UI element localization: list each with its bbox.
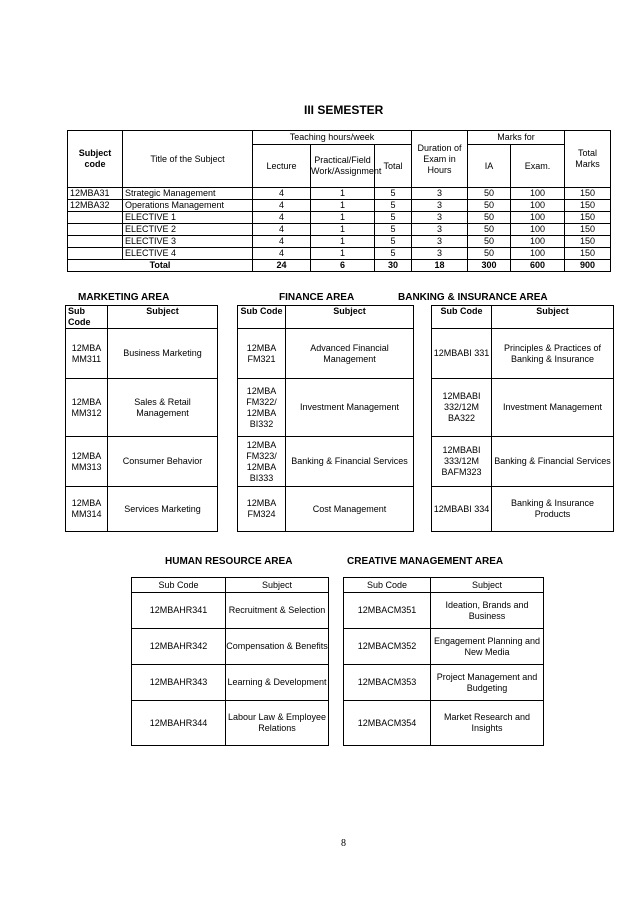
row-exam: 100 [511, 188, 565, 200]
table-row [68, 188, 611, 200]
cm-subject: Ideation, Brands and Business [431, 593, 544, 629]
row-code: 12MBA31 [68, 188, 123, 200]
table-row [344, 665, 544, 701]
cm-header-code: Sub Code [344, 578, 431, 593]
semester-title: III SEMESTER [304, 103, 384, 117]
hr-area-title: HUMAN RESOURCE AREA [165, 556, 293, 567]
mkt-code: 12MBA MM314 [66, 487, 108, 532]
total-exam: 600 [511, 260, 565, 272]
header-title: Title of the Subject [123, 131, 253, 188]
fin-header-subject: Subject [286, 306, 414, 329]
cm-code: 12MBACM354 [344, 701, 431, 746]
fin-subject: Advanced Financial Management [286, 329, 414, 379]
mkt-subject: Consumer Behavior [108, 437, 218, 487]
table-row [66, 379, 614, 437]
gap-cell [218, 487, 238, 532]
gap-cell [414, 487, 432, 532]
table-row [132, 629, 329, 665]
row-lecture: 4 [253, 236, 311, 248]
table-row [344, 701, 544, 746]
total-lecture: 24 [253, 260, 311, 272]
fin-code: 12MBA FM322/ 12MBA BI332 [238, 379, 286, 437]
mkt-code: 12MBA MM312 [66, 379, 108, 437]
row-ia: 50 [468, 248, 511, 260]
hr-code: 12MBAHR344 [132, 701, 226, 746]
mkt-code: 12MBA MM313 [66, 437, 108, 487]
table-row [132, 665, 329, 701]
header-duration: Duration of Exam in Hours [412, 131, 468, 188]
bnk-subject: Banking & Insurance Products [492, 487, 614, 532]
hr-subject: Labour Law & Employee Relations [226, 701, 329, 746]
row-ia: 50 [468, 200, 511, 212]
gap-cell [414, 329, 432, 379]
cm-area-table [343, 577, 544, 746]
row-total: 5 [375, 212, 412, 224]
mkt-subject: Sales & Retail Management [108, 379, 218, 437]
row-practical: 1 [311, 212, 375, 224]
table-row [66, 437, 614, 487]
row-duration: 3 [412, 200, 468, 212]
row-total: 5 [375, 236, 412, 248]
row-ia: 50 [468, 212, 511, 224]
row-total: 5 [375, 248, 412, 260]
gap-cell [218, 306, 238, 329]
bnk-header-subject: Subject [492, 306, 614, 329]
bnk-code: 12MBABI 331 [432, 329, 492, 379]
row-lecture: 4 [253, 248, 311, 260]
bnk-subject: Banking & Financial Services [492, 437, 614, 487]
row-total: 5 [375, 224, 412, 236]
elective-areas-table [65, 305, 614, 532]
gap-cell [218, 379, 238, 437]
cm-code: 12MBACM351 [344, 593, 431, 629]
fin-code: 12MBA FM321 [238, 329, 286, 379]
header-marks-for: Marks for [468, 131, 565, 145]
mkt-header-subject: Subject [108, 306, 218, 329]
gap-cell [414, 437, 432, 487]
fin-subject: Cost Management [286, 487, 414, 532]
row-practical: 1 [311, 188, 375, 200]
bnk-code: 12MBABI 332/12M BA322 [432, 379, 492, 437]
total-practical: 6 [311, 260, 375, 272]
table-row [66, 329, 614, 379]
hr-area-table [131, 577, 329, 746]
row-duration: 3 [412, 212, 468, 224]
row-practical: 1 [311, 224, 375, 236]
total-label: Total [68, 260, 253, 272]
row-title: ELECTIVE 3 [123, 236, 253, 248]
page-number: 8 [341, 838, 346, 849]
row-practical: 1 [311, 248, 375, 260]
gap-cell [218, 437, 238, 487]
cm-area-title: CREATIVE MANAGEMENT AREA [347, 556, 504, 567]
fin-header-code: Sub Code [238, 306, 286, 329]
row-lecture: 4 [253, 224, 311, 236]
mkt-subject: Services Marketing [108, 487, 218, 532]
cm-subject: Engagement Planning and New Media [431, 629, 544, 665]
header-total: Total [375, 145, 412, 188]
table-row [68, 200, 611, 212]
row-exam: 100 [511, 248, 565, 260]
bnk-code: 12MBABI 334 [432, 487, 492, 532]
fin-subject: Banking & Financial Services [286, 437, 414, 487]
table-row [132, 593, 329, 629]
gap-cell [414, 306, 432, 329]
total-ia: 300 [468, 260, 511, 272]
header-practical: Practical/Field Work/Assignment [311, 145, 375, 188]
row-ia: 50 [468, 236, 511, 248]
total-marks: 900 [565, 260, 611, 272]
table-row [68, 236, 611, 248]
bnk-subject: Investment Management [492, 379, 614, 437]
semester-table [67, 130, 611, 272]
row-lecture: 4 [253, 212, 311, 224]
row-marks: 150 [565, 212, 611, 224]
bnk-header-code: Sub Code [432, 306, 492, 329]
row-duration: 3 [412, 188, 468, 200]
header-teaching: Teaching hours/week [253, 131, 412, 145]
hr-code: 12MBAHR341 [132, 593, 226, 629]
row-title: Strategic Management [123, 188, 253, 200]
row-ia: 50 [468, 224, 511, 236]
finance-area-title: FINANCE AREA [279, 292, 355, 303]
row-duration: 3 [412, 224, 468, 236]
hr-subject: Recruitment & Selection [226, 593, 329, 629]
hr-code: 12MBAHR343 [132, 665, 226, 701]
fin-code: 12MBA FM323/ 12MBA BI333 [238, 437, 286, 487]
hr-header-subject: Subject [226, 578, 329, 593]
row-total: 5 [375, 200, 412, 212]
row-exam: 100 [511, 224, 565, 236]
bnk-code: 12MBABI 333/12M BAFM323 [432, 437, 492, 487]
row-exam: 100 [511, 200, 565, 212]
banking-area-title: BANKING & INSURANCE AREA [398, 292, 548, 303]
cm-subject: Project Management and Budgeting [431, 665, 544, 701]
header-lecture: Lecture [253, 145, 311, 188]
cm-code: 12MBACM352 [344, 629, 431, 665]
table-row [68, 224, 611, 236]
hr-subject: Compensation & Benefits [226, 629, 329, 665]
row-code [68, 248, 123, 260]
row-total: 5 [375, 188, 412, 200]
row-marks: 150 [565, 224, 611, 236]
mkt-header-code: Sub Code [66, 306, 108, 329]
row-code [68, 236, 123, 248]
total-duration: 18 [412, 260, 468, 272]
row-code [68, 224, 123, 236]
bnk-subject: Principles & Practices of Banking & Insurance [492, 329, 614, 379]
hr-code: 12MBAHR342 [132, 629, 226, 665]
table-row [68, 212, 611, 224]
row-marks: 150 [565, 188, 611, 200]
hr-subject: Learning & Development [226, 665, 329, 701]
row-ia: 50 [468, 188, 511, 200]
cm-header-subject: Subject [431, 578, 544, 593]
fin-subject: Investment Management [286, 379, 414, 437]
hr-header-code: Sub Code [132, 578, 226, 593]
table-row [66, 487, 614, 532]
row-title: Operations Management [123, 200, 253, 212]
row-title: ELECTIVE 1 [123, 212, 253, 224]
row-marks: 150 [565, 248, 611, 260]
table-row [68, 248, 611, 260]
row-marks: 150 [565, 200, 611, 212]
row-title: ELECTIVE 4 [123, 248, 253, 260]
row-title: ELECTIVE 2 [123, 224, 253, 236]
row-exam: 100 [511, 236, 565, 248]
mkt-code: 12MBA MM311 [66, 329, 108, 379]
header-exam: Exam. [511, 145, 565, 188]
row-practical: 1 [311, 236, 375, 248]
row-lecture: 4 [253, 188, 311, 200]
row-practical: 1 [311, 200, 375, 212]
row-exam: 100 [511, 212, 565, 224]
header-subject-code: Subject code [68, 131, 123, 188]
row-marks: 150 [565, 236, 611, 248]
gap-cell [414, 379, 432, 437]
row-duration: 3 [412, 236, 468, 248]
marketing-area-title: MARKETING AREA [78, 292, 170, 303]
cm-code: 12MBACM353 [344, 665, 431, 701]
row-code: 12MBA32 [68, 200, 123, 212]
table-row [344, 629, 544, 665]
fin-code: 12MBA FM324 [238, 487, 286, 532]
cm-subject: Market Research and Insights [431, 701, 544, 746]
header-total-marks: Total Marks [565, 131, 611, 188]
table-row [344, 593, 544, 629]
table-row [132, 701, 329, 746]
row-lecture: 4 [253, 200, 311, 212]
row-duration: 3 [412, 248, 468, 260]
mkt-subject: Business Marketing [108, 329, 218, 379]
gap-cell [218, 329, 238, 379]
header-ia: IA [468, 145, 511, 188]
total-row [68, 260, 611, 272]
row-code [68, 212, 123, 224]
total-total: 30 [375, 260, 412, 272]
